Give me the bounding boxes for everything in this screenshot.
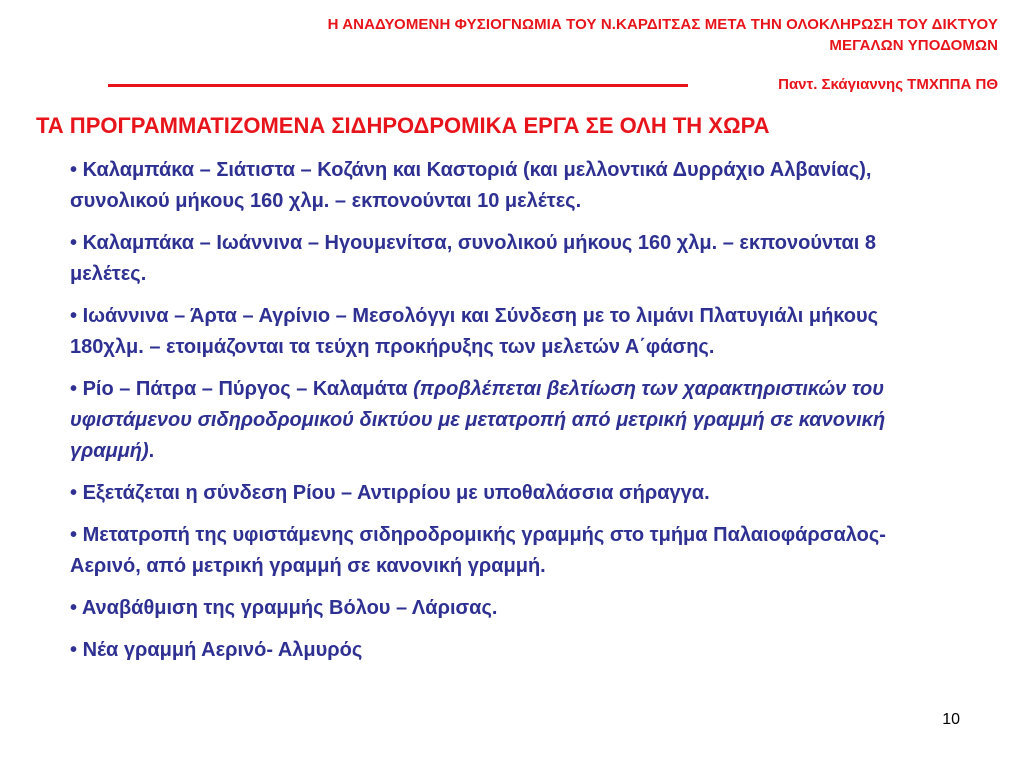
bullet-icon: • bbox=[70, 482, 83, 504]
bullet-icon: • bbox=[70, 597, 82, 619]
bullet-icon: • bbox=[70, 305, 83, 327]
bullet-icon: • bbox=[70, 524, 83, 546]
bullet-text: Νέα γραμμή Αερινό- Αλμυρός bbox=[82, 639, 363, 661]
bullet-text: Αναβάθμιση της γραμμής Βόλου – Λάρισας. bbox=[81, 597, 498, 619]
bullet-text: Ρίο – Πάτρα – Πύργος – Καλαμάτα bbox=[82, 378, 414, 400]
author-credit: Παντ. Σκάγιαννης ΤΜΧΠΠΑ ΠΘ bbox=[778, 76, 998, 93]
list-item bbox=[70, 635, 940, 666]
bullet-icon: • bbox=[70, 232, 83, 254]
list-item bbox=[70, 478, 940, 509]
bullet-icon: • bbox=[70, 159, 83, 181]
page-number: 10 bbox=[942, 711, 960, 728]
bullet-icon: • bbox=[70, 378, 83, 400]
list-item bbox=[70, 301, 940, 363]
slide-title: ΤΑ ΠΡΟΓΡΑΜΜΑΤΙΖΟΜΕΝΑ ΣΙΔΗΡΟΔΡΟΜΙΚΑ ΕΡΓΑ ΣΕ ΟΛΗ ΤΗ ΧΩΡΑ bbox=[36, 113, 770, 138]
bullet-text: Εξετάζεται η σύνδεση Ρίου – Αντιρρίου με υποθαλάσσια σήραγγα. bbox=[82, 482, 710, 504]
bullet-text: Καλαμπάκα – Σιάτιστα – Κοζάνη και Καστοριά (και μελλοντικά Δυρράχιο Αλβανίας), συνολικού μήκους 160 χλμ. – εκπονούνται 10 μελέτες. bbox=[70, 159, 872, 212]
header-title bbox=[98, 14, 998, 56]
bullet-text: Μετατροπή της υφιστάμενης σιδηροδρομικής γραμμής στο τμήμα Παλαιοφάρσαλος- Αερινό, από μετρική γραμμή σε κανονική γραμμή. bbox=[70, 524, 886, 577]
bullet-text: Ιωάννινα – Άρτα – Αγρίνιο – Μεσολόγγι και Σύνδεση με το λιμάνι Πλατυγιάλι μήκους 180χλμ. – ετοιμάζονται τα τεύχη προκήρυξης των μελετών Α΄φάσης. bbox=[70, 305, 879, 358]
list-item bbox=[70, 228, 940, 290]
bullet-text-italic: (προβλέπεται βελτίωση των χαρακτηριστικών του υφιστάμενου σιδηροδρομικού δικτύου με μετατροπή από μετρική γραμμή σε κανονική γραμμή) bbox=[70, 378, 886, 462]
header-title-line2: ΜΕΓΑΛΩΝ ΥΠΟΔΟΜΩΝ bbox=[829, 37, 998, 54]
bullet-text: Καλαμπάκα – Ιωάννινα – Ηγουμενίτσα, συνολικού μήκους 160 χλμ. – εκπονούνται 8 μελέτες. bbox=[70, 232, 877, 285]
list-item bbox=[70, 155, 940, 217]
bullet-text-tail: . bbox=[148, 440, 155, 462]
bullet-list bbox=[70, 155, 940, 677]
bullet-icon: • bbox=[70, 639, 83, 661]
list-item bbox=[70, 593, 940, 624]
header-divider bbox=[108, 84, 688, 87]
list-item bbox=[70, 520, 940, 582]
header-title-line1: Η ΑΝΑΔΥΟΜΕΝΗ ΦΥΣΙΟΓΝΩΜΙΑ ΤΟΥ Ν.ΚΑΡΔΙΤΣΑΣ ΜΕΤΑ ΤΗΝ ΟΛΟΚΛΗΡΩΣΗ ΤΟΥ ΔΙΚΤΥΟΥ bbox=[327, 16, 998, 33]
list-item bbox=[70, 374, 940, 467]
